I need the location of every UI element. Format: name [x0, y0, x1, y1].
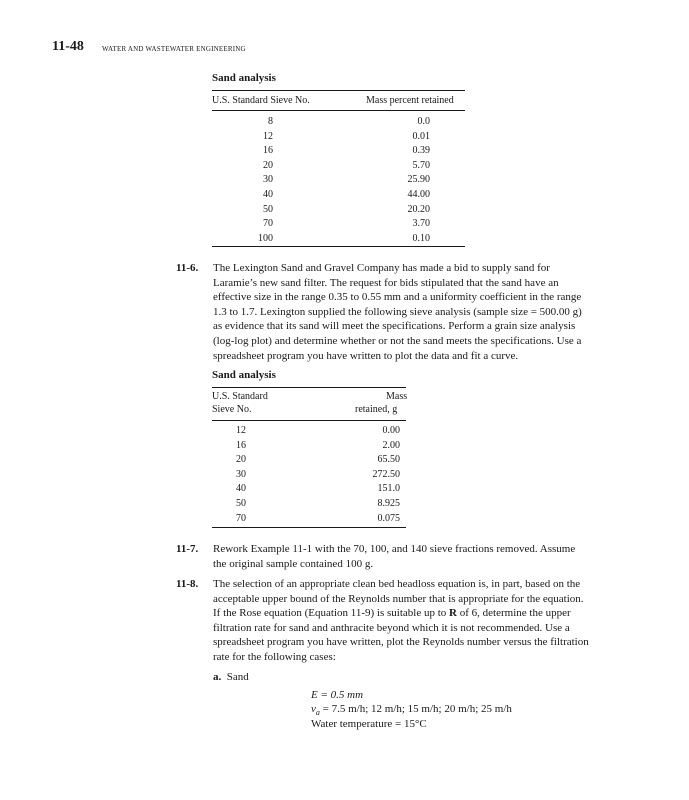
table2-col1-header-line2: Sieve No. [212, 404, 252, 415]
table1-title: Sand analysis [212, 72, 276, 84]
table-cell-mass: 272.50 [372, 468, 400, 480]
table-cell-sieve: 40 [263, 189, 273, 200]
problem-11-8-text: The selection of an appropriate clean bed headloss equation is, in part, based on the acceptable upper bound of the Reynolds number that is appropriate for the equation. If the Rose equation (Equation 11-9) is suitable up to R of 6, determine the upper filtration rate for sand and anthracite beyond which it is not recommended. Use a spreadsheet program you have written, plot the Reynolds number versus the filtration rate for the following cases: [213, 578, 589, 663]
table-cell-sieve: 12 [236, 425, 246, 436]
problem-11-6-text: The Lexington Sand and Gravel Company has made a bid to supply sand for Laramie’s new sand filter. The request for bids stipulated that the sand have an effective size in the range 0.35 to 0.55 mm and a uniformity coefficient in the range 1.3 to 1.7. Lexington supplied the following sieve analysis (sample size = 500.00 g) as evidence that its sand will meet the specifications. Perform a grain size analysis (log-log plot) and determine whether or not the sand meets the specifications. Use a spreadsheet program you have written to plot the data and fit a curve. [213, 262, 582, 362]
table-cell-mass: 3.70 [412, 218, 430, 230]
table1-top-rule [212, 90, 465, 91]
table-cell-sieve: 50 [236, 498, 246, 509]
table-cell-sieve: 30 [236, 468, 246, 480]
table-cell-sieve: 30 [263, 174, 273, 186]
table-cell-sieve: 40 [236, 483, 246, 495]
table-cell-mass: 2.00 [382, 439, 400, 451]
problem-11-6-number: 11-6. [176, 262, 199, 274]
table2-col2-header-line2: retained, g [355, 404, 398, 415]
table-cell-mass: 0.075 [377, 512, 400, 524]
equation-filtration-rates: $v_a = 7.5$ m/h; 12 m/h; 15 m/h; 20 m/h; 25 m/h [311, 703, 512, 718]
case-a-label: a. Sand [213, 671, 249, 683]
reynolds-symbol: R [449, 607, 457, 620]
table-cell-mass: 65.50 [377, 454, 400, 466]
problem-11-8-number: 11-8. [176, 578, 199, 590]
table-cell-mass: 0.0 [417, 116, 430, 127]
table2-title: Sand analysis [212, 369, 276, 381]
table-cell-sieve: 16 [263, 145, 273, 157]
table1-bottom-rule [212, 246, 465, 247]
problem-11-7-number: 11-7. [176, 543, 199, 555]
table-cell-sieve: 100 [258, 232, 273, 244]
table-cell-mass: 0.01 [412, 130, 430, 142]
table-cell-mass: 151.0 [377, 483, 400, 495]
table-cell-sieve: 70 [263, 218, 273, 230]
table1-header-rule [212, 110, 465, 111]
equation-water-temperature: Water temperature = 15°C [311, 718, 427, 730]
table-cell-mass: 5.70 [412, 159, 430, 171]
table-cell-sieve: 70 [236, 512, 246, 524]
running-title: WATER AND WASTEWATER ENGINEERING [102, 45, 246, 53]
table2-col1-header-line1: U.S. Standard [212, 391, 268, 402]
table-cell-mass: 0.39 [412, 145, 430, 157]
table2-bottom-rule [212, 527, 406, 528]
table-cell-sieve: 20 [263, 159, 273, 171]
table2-header-rule [212, 420, 406, 421]
table-cell-mass: 44.00 [407, 189, 430, 200]
table-cell-sieve: 8 [268, 116, 273, 127]
table2-top-rule [212, 387, 406, 388]
table-cell-sieve: 20 [236, 454, 246, 466]
table-cell-mass: 20.20 [407, 203, 430, 215]
table-cell-sieve: 12 [263, 130, 273, 142]
table2-col2-header-line1: Mass [386, 391, 408, 402]
table-cell-mass: 25.90 [407, 174, 430, 186]
table1-col2-header: Mass percent retained [366, 95, 454, 106]
table-cell-sieve: 16 [236, 439, 246, 451]
table-cell-sieve: 50 [263, 203, 273, 215]
table1-col1-header: U.S. Standard Sieve No. [212, 95, 310, 106]
equation-effective-size: E = 0.5 mm [311, 689, 364, 701]
problem-11-7-text: Rework Example 11-1 with the 70, 100, and 140 sieve fractions removed. Assume the original sample contained 100 g. [213, 543, 576, 570]
table-cell-mass: 8.925 [377, 498, 400, 509]
page-number: 11-48 [52, 39, 84, 54]
table-cell-mass: 0.10 [412, 232, 430, 244]
table-cell-mass: 0.00 [382, 425, 400, 436]
